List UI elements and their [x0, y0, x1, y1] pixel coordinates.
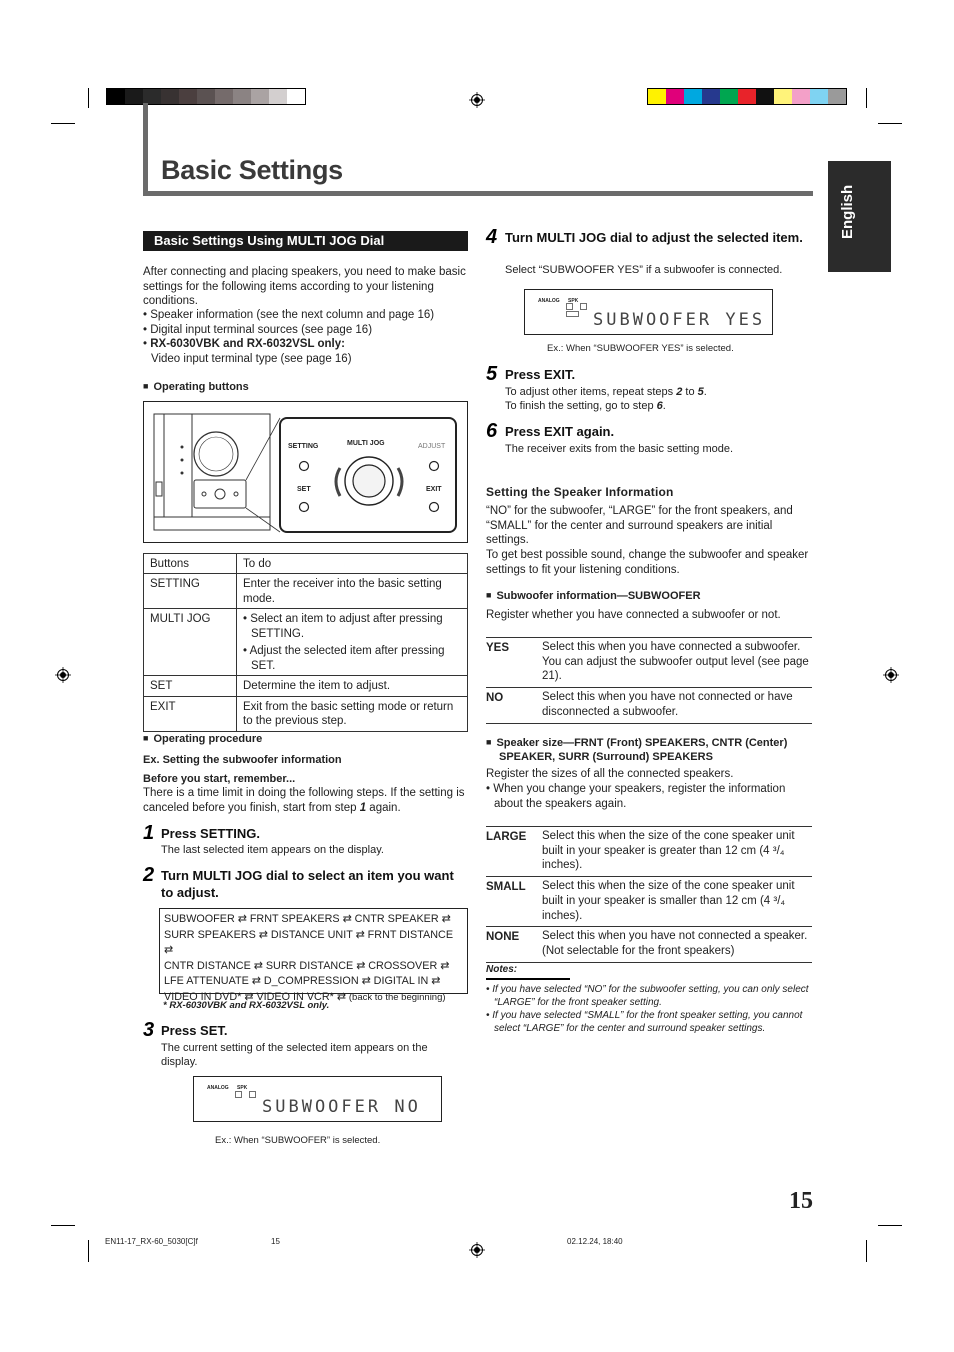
operating-buttons-heading: ■ Operating buttons — [143, 380, 249, 394]
menu-line: LFE ATTENUATE ⇄ D_COMPRESSION ⇄ DIGITAL IN ⇄ — [164, 975, 441, 988]
step-title: Press SET. — [161, 1023, 228, 1038]
step-title: Press SETTING. — [161, 826, 260, 841]
footnote: * RX-6030VBK and RX-6032VSL only. — [163, 1000, 330, 1011]
color-swatch — [107, 89, 125, 104]
buttons-table — [143, 553, 468, 732]
table-row — [144, 609, 468, 676]
step-ref: 5 — [697, 386, 704, 398]
option-key: LARGE — [486, 831, 527, 843]
color-swatch — [666, 89, 684, 104]
color-swatch — [684, 89, 702, 104]
bullet-video-input — [143, 337, 468, 366]
table-cell-button: SETTING — [144, 574, 237, 609]
color-swatch — [792, 89, 810, 104]
step5-text2-c: . — [662, 400, 666, 413]
menu-line-text: VIDEO IN DVD* ⇄ VIDEO IN VCR* ⇄ — [164, 990, 346, 1003]
option-key: NO — [486, 692, 504, 705]
crop-mark — [88, 88, 89, 108]
step-title: Press EXIT. — [505, 367, 576, 382]
step-ref: 6 — [656, 400, 663, 413]
color-swatch — [179, 89, 197, 104]
subwoofer-heading: ■ Subwoofer information—SUBWOOFER — [486, 589, 701, 603]
option-value: Select this when you have connected a subwoofer. You can adjust the subwoofer output level (see page 21). — [542, 641, 809, 683]
option-key: YES — [486, 642, 510, 654]
step-text: The last selected item appears on the display. — [161, 844, 384, 856]
speaker-size-heading — [486, 736, 812, 764]
table-header-cell: To do — [237, 554, 468, 574]
table-cell-button: SET — [144, 676, 237, 696]
subwoofer-text: Register whether you have connected a subwoofer or not. — [486, 609, 781, 621]
speaker-size-bullet: • When you change your speakers, register the information about the speakers again. — [486, 783, 786, 810]
table-header-cell: Buttons — [144, 554, 237, 574]
speaker-size-table — [486, 826, 812, 963]
speaker-size-text: Register the sizes of all the connected speakers. — [486, 768, 734, 780]
footer-date: 02.12.24, 18:40 — [567, 1237, 623, 1246]
crop-mark — [88, 1240, 89, 1262]
before-start-heading: Before you start, remember... — [143, 773, 296, 785]
table-row — [486, 827, 812, 877]
registration-mark-icon — [883, 667, 899, 683]
speaker-size-heading-text: ■ Speaker size—FRNT (Front) SPEAKERS, CNTR (Center) SPEAKER, SURR (Surround) SPEAKERS — [486, 737, 787, 763]
table-cell-button: MULTI JOG — [144, 609, 237, 676]
step-title: Press EXIT again. — [505, 424, 615, 439]
option-key: SMALL — [486, 881, 526, 894]
step-text: The receiver exits from the basic setting mode. — [505, 443, 734, 455]
page-title: Basic Settings — [161, 155, 343, 185]
before-text-a: There is a time limit in doing the following steps. If the setting is canceled before you finish, start from step — [143, 787, 465, 814]
color-swatch — [756, 89, 774, 104]
color-swatch — [197, 89, 215, 104]
title-rule-horizontal — [143, 191, 813, 196]
step-number: 1 — [143, 822, 155, 844]
table-cell-todo — [237, 609, 468, 676]
speaker-info-text2: To get best possible sound, change the subwoofer and speaker settings to fit your listening conditions. — [486, 549, 809, 576]
step-number: 5 — [486, 363, 498, 385]
subwoofer-options-table — [486, 637, 812, 724]
exit-button-label: EXIT — [426, 486, 442, 493]
step-ref: 2 — [676, 386, 683, 398]
display-subwoofer-no — [193, 1076, 442, 1122]
table-row — [486, 638, 812, 688]
footer-page: 15 — [271, 1237, 280, 1246]
multi-jog-label: MULTI JOG — [347, 440, 385, 447]
cmyk-color-bar — [647, 88, 847, 105]
operating-procedure-heading: ■ Operating procedure — [143, 732, 262, 746]
color-swatch — [251, 89, 269, 104]
language-tab — [828, 161, 891, 272]
menu-line: SUBWOOFER ⇄ FRNT SPEAKERS ⇄ CNTR SPEAKER ⇄ — [164, 913, 451, 925]
footer-file: EN11-17_RX-60_5030[C]f — [105, 1237, 198, 1246]
color-swatch — [774, 89, 792, 104]
receiver-panel-drawing — [144, 402, 467, 542]
menu-sequence-box — [159, 908, 468, 1003]
spk-indicator: SPK — [237, 1085, 248, 1091]
notes-rule — [486, 978, 570, 980]
display-segment-text: SUBWOOFER YES — [593, 310, 766, 330]
table-row — [486, 688, 812, 723]
table-row — [144, 696, 468, 731]
todo-item: • Adjust the selected item after pressing SET. — [243, 645, 445, 672]
step-number: 4 — [486, 226, 498, 248]
color-swatch — [215, 89, 233, 104]
adjust-label: ADJUST — [418, 443, 446, 450]
intro-text: After connecting and placing speakers, you need to make basic settings for the following items according to your listening conditions. — [143, 266, 466, 308]
menu-line: CNTR DISTANCE ⇄ SURR DISTANCE ⇄ CROSSOVER ⇄ — [164, 959, 450, 972]
step5-text2-a: To finish the setting, go to step — [505, 400, 657, 413]
before-step-ref: 1 — [359, 801, 367, 814]
table-cell-todo: Determine the item to adjust. — [237, 676, 468, 696]
grayscale-color-bar — [106, 88, 306, 105]
color-swatch — [233, 89, 251, 104]
color-swatch — [828, 89, 846, 104]
color-swatch — [269, 89, 287, 104]
step-title: Turn MULTI JOG dial to select an item you want to adjust. — [161, 868, 454, 900]
step-number: 3 — [143, 1019, 155, 1041]
crop-mark — [866, 88, 867, 108]
table-row — [144, 676, 468, 696]
bullet-digital-input: • Digital input terminal sources (see page 16) — [143, 324, 373, 336]
table-header-row — [144, 554, 468, 574]
set-button-label: SET — [297, 486, 311, 493]
bullet-video-text: Video input terminal type (see page 16) — [151, 352, 352, 365]
color-swatch — [287, 89, 305, 104]
table-cell-todo: Enter the receiver into the basic setting mode. — [237, 574, 468, 609]
table-row — [486, 927, 812, 962]
display-caption: Ex.: When “SUBWOOFER” is selected. — [215, 1135, 381, 1146]
setting-button-label: SETTING — [288, 443, 319, 450]
page-number: 15 — [789, 1188, 813, 1214]
example-heading: Ex. Setting the subwoofer information — [143, 754, 342, 766]
registration-mark-icon — [469, 92, 485, 108]
color-swatch — [143, 89, 161, 104]
crop-mark — [51, 1225, 75, 1226]
step-text — [505, 385, 707, 413]
section-heading: Basic Settings Using MULTI JOG Dial — [143, 231, 468, 251]
step5-text-a: To adjust other items, repeat steps — [505, 386, 677, 398]
note-item: • If you have selected “NO” for the subwoofer setting, you can only select “LARGE” for the front speaker setting. — [486, 984, 809, 1008]
table-cell-button: EXIT — [144, 696, 237, 731]
crop-mark — [878, 123, 902, 124]
display-caption: Ex.: When “SUBWOOFER YES” is selected. — [547, 343, 734, 354]
crop-mark — [878, 1225, 902, 1226]
color-swatch — [720, 89, 738, 104]
crop-mark — [866, 1240, 867, 1262]
notes-title: Notes: — [486, 964, 518, 975]
registration-mark-icon — [469, 1242, 485, 1258]
registration-mark-icon — [55, 667, 71, 683]
display-subwoofer-yes — [524, 289, 773, 335]
display-segment-text: SUBWOOFER NO — [262, 1097, 421, 1117]
step-title: Turn MULTI JOG dial to adjust the selected item. — [505, 230, 803, 245]
analog-indicator: ANALOG — [538, 298, 560, 304]
bullet-speaker-info: • Speaker information (see the next column and page 16) — [143, 309, 435, 321]
menu-back-note: (back to the beginning) — [348, 991, 446, 1003]
speaker-info-heading: Setting the Speaker Information — [486, 485, 674, 499]
color-swatch — [648, 89, 666, 104]
step-number: 2 — [143, 864, 155, 886]
bullet-models: RX-6030VBK and RX-6032VSL only: — [150, 338, 345, 350]
option-value: Select this when the size of the cone speaker unit built in your speaker is greater than 12 cm (4 ³/₄ inches). — [542, 830, 795, 872]
todo-item: • Select an item to adjust after pressing SETTING. — [243, 613, 443, 640]
speaker-indicator-icon — [235, 1091, 257, 1099]
table-row — [144, 574, 468, 609]
title-rule-vertical — [143, 103, 148, 196]
step-text: Select “SUBWOOFER YES” if a subwoofer is connected. — [505, 264, 783, 276]
speaker-info-text: “NO” for the subwoofer, “LARGE” for the front speakers, and “SMALL” for the center and surround speakers are initial settings. — [486, 505, 793, 547]
spk-indicator: SPK — [568, 298, 579, 304]
note-item: • If you have selected “SMALL” for the front speaker setting, you cannot select “LARGE” for the center and surround speaker settings. — [486, 1010, 803, 1034]
before-text-b: again. — [366, 801, 401, 814]
crop-mark — [51, 123, 75, 124]
step-text: The current setting of the selected item appears on the display. — [161, 1042, 428, 1069]
menu-line: SURR SPEAKERS ⇄ DISTANCE UNIT ⇄ FRNT DISTANCE ⇄ — [164, 928, 454, 957]
before-start-text — [143, 786, 468, 815]
front-panel-illustration — [143, 401, 468, 543]
color-swatch — [125, 89, 143, 104]
step5-text-c: to — [682, 386, 698, 398]
option-value: Select this when you have not connected a speaker. (Not selectable for the front speakers) — [542, 930, 808, 958]
color-swatch — [161, 89, 179, 104]
color-swatch — [702, 89, 720, 104]
language-tab-label: English — [839, 184, 856, 239]
option-value: Select this when you have not connected or have disconnected a subwoofer. — [542, 691, 793, 718]
option-key: NONE — [486, 931, 520, 944]
table-row — [486, 877, 812, 927]
step5-text-e: . — [703, 386, 707, 398]
option-value: Select this when the size of the cone speaker unit built in your speaker is smaller than 12 cm (4 ³/₄ inches). — [542, 880, 795, 922]
table-cell-todo: Exit from the basic setting mode or return to the previous step. — [237, 696, 468, 731]
color-swatch — [810, 89, 828, 104]
bullet-lead: • — [143, 338, 151, 350]
speaker-indicator-icon — [566, 303, 590, 319]
analog-indicator: ANALOG — [207, 1085, 229, 1091]
color-swatch — [738, 89, 756, 104]
step-number: 6 — [486, 420, 498, 442]
